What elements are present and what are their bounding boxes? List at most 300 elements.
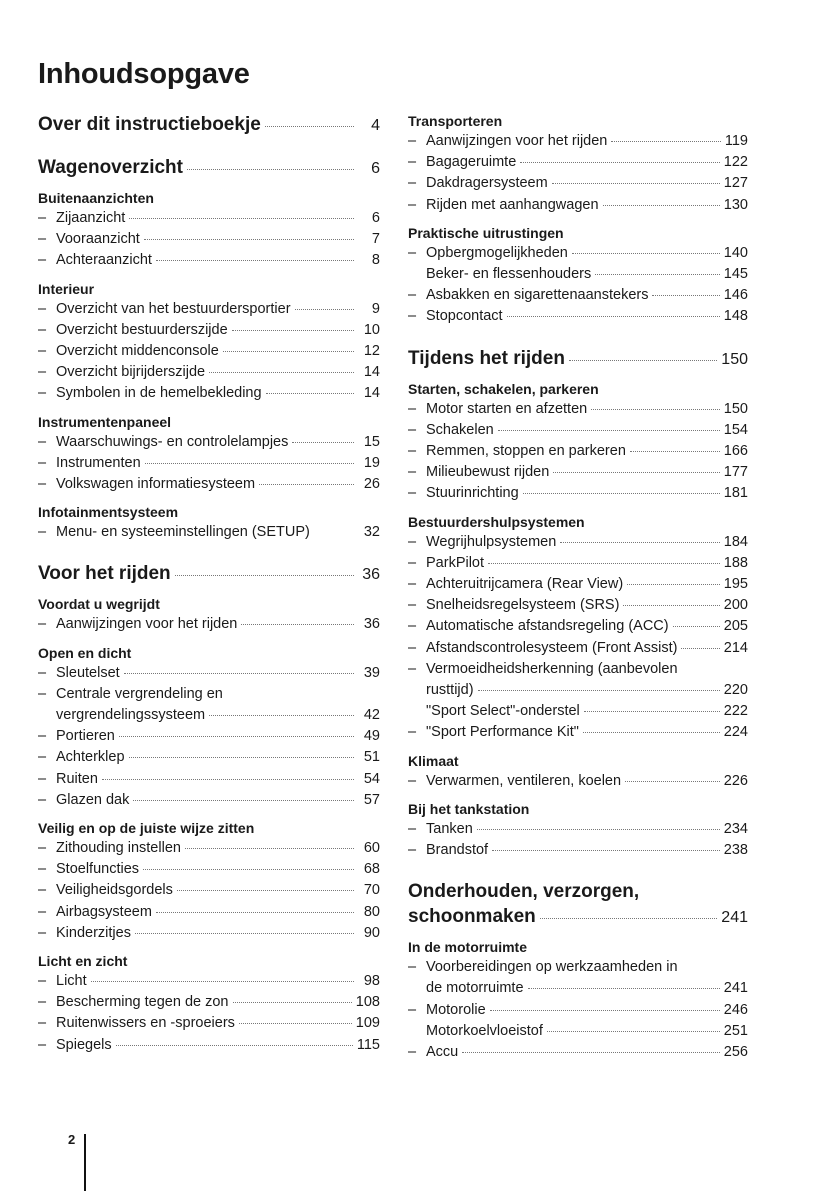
toc-page-number[interactable]: 119 (724, 133, 748, 149)
toc-entry-title: Accu (426, 1044, 459, 1061)
dot-leader (490, 1010, 720, 1011)
toc-page-number[interactable]: 109 (355, 1015, 380, 1032)
toc-entry[interactable] (38, 320, 380, 341)
toc-entry[interactable] (408, 957, 748, 999)
toc-page-number[interactable]: 49 (363, 728, 380, 745)
toc-page-number[interactable]: 200 (723, 597, 748, 614)
dash-marker: – (408, 196, 417, 213)
toc-line (408, 243, 748, 264)
toc-entry[interactable] (38, 902, 380, 923)
toc-entry[interactable] (408, 1021, 748, 1042)
toc-entry[interactable] (408, 616, 748, 637)
toc-line (408, 574, 748, 595)
dash-marker: – (408, 400, 417, 417)
toc-line (38, 880, 380, 901)
toc-line (38, 747, 380, 768)
dot-leader (124, 673, 354, 674)
dash-marker: – (408, 485, 417, 502)
dash-marker: – (408, 597, 417, 614)
toc-page-number[interactable]: 68 (363, 861, 380, 878)
toc-line (408, 957, 748, 978)
dash-marker: – (38, 685, 47, 702)
toc-line (408, 420, 748, 441)
toc-entry-title: Kinderzitjes (56, 924, 131, 941)
dot-leader (209, 715, 354, 716)
toc-page-number[interactable]: 108 (355, 994, 380, 1011)
toc-entry[interactable] (408, 399, 748, 420)
dot-leader (156, 260, 354, 261)
toc-page-number[interactable]: 122 (723, 154, 748, 171)
toc-entry-title: rusttijd) (426, 682, 474, 699)
toc-line (38, 250, 380, 271)
toc-entry[interactable] (408, 1000, 748, 1021)
toc-entry[interactable] (38, 432, 380, 453)
toc-entry-title: Wegrijhulpsystemen (426, 533, 557, 550)
toc-entry-title: Waarschuwings- en controlelampjes (56, 433, 289, 450)
toc-entry[interactable] (408, 441, 748, 462)
toc-section-entry[interactable] (38, 155, 380, 181)
dash-marker: – (408, 154, 417, 171)
toc-entry[interactable] (408, 285, 748, 306)
toc-entry-title: schoonmaken (408, 906, 536, 928)
dot-leader (119, 736, 354, 737)
toc-subsection-heading: Open en dicht (38, 644, 132, 661)
toc-line (408, 771, 748, 792)
toc-entry-title: Wagenoverzicht (38, 157, 183, 178)
dot-leader (292, 442, 354, 443)
toc-entry-title: Bagageruimte (426, 154, 517, 171)
toc-page-number[interactable]: 188 (723, 554, 748, 571)
dot-leader (673, 626, 720, 627)
toc-line (408, 879, 748, 904)
dot-leader (143, 869, 354, 870)
toc-line (408, 616, 748, 637)
toc-entry-title: vergrendelingssysteem (56, 707, 206, 724)
toc-entry[interactable] (408, 306, 748, 327)
toc-line (38, 923, 380, 944)
toc-entry[interactable] (38, 790, 380, 811)
toc-page-number[interactable]: 256 (723, 1044, 748, 1061)
dash-marker: – (408, 576, 417, 593)
dash-marker: – (408, 443, 417, 460)
toc-entry-title: Over dit instructieboekje (38, 114, 261, 135)
toc-entry-title: Spiegels (56, 1036, 112, 1053)
dash-marker: – (38, 791, 47, 808)
toc-page-number[interactable]: 57 (363, 791, 380, 808)
toc-entry-title: Voorbereidingen op werkzaamheden in (426, 959, 678, 976)
toc-entry[interactable] (38, 362, 380, 383)
toc-entry[interactable] (38, 663, 380, 684)
toc-entry-title: Remmen, stoppen en parkeren (426, 443, 626, 460)
dot-leader (507, 316, 720, 317)
toc-entry[interactable] (38, 838, 380, 859)
dot-leader (528, 988, 720, 989)
dash-marker: – (408, 724, 417, 741)
toc-entry[interactable] (38, 474, 380, 495)
dot-leader (241, 624, 354, 625)
dot-leader (547, 1031, 720, 1032)
toc-entry[interactable] (408, 243, 748, 264)
toc-line (38, 320, 380, 341)
toc-line (38, 229, 380, 250)
dash-marker: – (38, 454, 47, 471)
toc-entry[interactable] (38, 208, 380, 229)
toc-subsection-heading: Licht en zicht (38, 953, 128, 970)
dash-marker: – (38, 903, 47, 920)
toc-page-number[interactable]: 220 (723, 682, 748, 699)
toc-page-number[interactable]: 241 (721, 909, 748, 927)
toc-entry-title: Motorkoelvloeistof (426, 1022, 543, 1039)
dot-leader (233, 1002, 352, 1003)
toc-entry[interactable] (38, 1013, 380, 1034)
toc-entry-title: Ruitenwissers en -sproeiers (56, 1015, 235, 1032)
toc-entry[interactable] (38, 923, 380, 944)
toc-page-number[interactable]: 226 (723, 772, 748, 789)
dot-leader (560, 542, 720, 543)
dot-leader (540, 918, 718, 919)
toc-section-entry[interactable] (408, 879, 748, 930)
toc-line (38, 769, 380, 790)
toc-entry[interactable] (38, 614, 380, 635)
toc-entry-title: Automatische afstandsregeling (ACC) (426, 618, 669, 635)
toc-entry-title: Aanwijzingen voor het rijden (426, 133, 608, 149)
toc-entry[interactable] (408, 462, 748, 483)
toc-entry[interactable] (408, 152, 748, 173)
toc-entry-title: Asbakken en sigarettenaanstekers (426, 287, 649, 304)
toc-entry[interactable] (408, 1042, 748, 1063)
dash-marker: – (38, 433, 47, 450)
toc-entry[interactable] (38, 880, 380, 901)
toc-entry[interactable] (38, 971, 380, 992)
toc-entry[interactable] (408, 819, 748, 840)
dash-marker: – (38, 300, 47, 317)
toc-entry[interactable] (38, 229, 380, 250)
toc-line (38, 684, 380, 705)
toc-page-number[interactable]: 154 (723, 421, 748, 438)
toc-entry[interactable] (408, 420, 748, 441)
toc-line (38, 971, 380, 992)
toc-entry-title: Centrale vergrendeling en (56, 685, 223, 702)
toc-page-number[interactable]: 12 (363, 343, 380, 360)
toc-page-number[interactable]: 19 (363, 454, 380, 471)
toc-subsection-heading: Veilig en op de juiste wijze zitten (38, 820, 255, 837)
toc-entry-title: Menu- en systeeminstellingen (SETUP) (56, 524, 310, 541)
toc-page-number[interactable]: 181 (723, 485, 748, 502)
dot-leader (116, 1045, 353, 1046)
toc-entry[interactable] (38, 1035, 380, 1056)
toc-line (38, 155, 380, 181)
toc-entry[interactable] (38, 747, 380, 768)
toc-entry-title: Motorolie (426, 1001, 486, 1018)
dash-marker: – (408, 175, 417, 192)
toc-page-number[interactable]: 39 (363, 664, 380, 681)
dot-leader (295, 309, 354, 310)
toc-page-number[interactable]: 14 (363, 385, 380, 402)
toc-entry[interactable] (38, 726, 380, 747)
dot-leader (595, 274, 720, 275)
toc-line (408, 904, 748, 930)
dot-leader (552, 183, 720, 184)
toc-entry[interactable] (408, 173, 748, 194)
dash-marker: – (38, 343, 47, 360)
toc-page-number[interactable]: 10 (363, 321, 380, 338)
toc-page-number[interactable]: 238 (723, 842, 748, 859)
toc-line (38, 614, 380, 635)
toc-entry-title: Veiligheidsgordels (56, 882, 173, 899)
toc-line (38, 341, 380, 362)
toc-entry[interactable] (408, 574, 748, 595)
toc-entry[interactable] (38, 859, 380, 880)
toc-entry[interactable] (408, 771, 748, 792)
dot-leader (572, 253, 720, 254)
page-number: 2 (68, 1132, 76, 1147)
toc-line (408, 532, 748, 553)
dash-marker: – (408, 533, 417, 550)
toc-entry[interactable] (38, 769, 380, 790)
toc-page-number[interactable]: 224 (723, 724, 748, 741)
toc-entry-title: Voor het rijden (38, 563, 171, 585)
toc-page-number[interactable]: 166 (723, 443, 748, 460)
toc-line (38, 362, 380, 383)
toc-line (38, 474, 380, 495)
toc-right-column (408, 111, 748, 1063)
dash-marker: – (38, 664, 47, 681)
toc-entry-title: Glazen dak (56, 791, 130, 808)
dash-marker: – (38, 252, 47, 269)
toc-page-number[interactable]: 234 (723, 820, 748, 837)
toc-entry[interactable] (408, 595, 748, 616)
dot-leader (520, 162, 720, 163)
dash-marker: – (38, 749, 47, 766)
toc-page-number[interactable]: 60 (363, 840, 380, 857)
dot-leader (681, 648, 719, 649)
toc-entry-title: Vermoeidheidsherkenning (aanbevolen (426, 660, 678, 677)
toc-entry[interactable] (38, 299, 380, 320)
toc-page-number[interactable]: 150 (721, 350, 748, 368)
toc-line (408, 399, 748, 420)
toc-left-column (38, 112, 380, 1056)
dot-leader (492, 850, 720, 851)
dash-marker: – (38, 840, 47, 857)
dash-marker: – (38, 231, 47, 248)
toc-entry-title: Zijaanzicht (56, 210, 126, 226)
toc-page-number[interactable]: 32 (363, 524, 380, 541)
dot-leader (625, 781, 720, 782)
toc-entry-title: Tijdens het rijden (408, 347, 565, 369)
toc-page-number[interactable]: 222 (723, 703, 748, 720)
toc-line (38, 208, 380, 229)
dash-marker: – (408, 308, 417, 325)
toc-subsection-heading: Starten, schakelen, parkeren (408, 380, 599, 397)
toc-entry-title: Dakdragersysteem (426, 175, 548, 192)
toc-entry[interactable] (38, 453, 380, 474)
dot-leader (156, 912, 354, 913)
toc-page-number[interactable]: 80 (363, 903, 380, 920)
dot-leader (223, 351, 354, 352)
toc-line (38, 1013, 380, 1034)
toc-page-number[interactable]: 140 (723, 244, 748, 261)
dot-leader (135, 933, 354, 934)
toc-line (38, 383, 380, 404)
dot-leader (259, 484, 354, 485)
toc-entry-title: de motorruimte (426, 980, 524, 997)
dot-leader (266, 393, 354, 394)
toc-entry-title: Milieubewust rijden (426, 464, 550, 481)
toc-entry-title: Vooraanzicht (56, 231, 140, 248)
dash-marker: – (408, 959, 417, 976)
toc-page-number[interactable]: 214 (723, 639, 748, 656)
dash-marker: – (408, 287, 417, 304)
toc-entry-title: Sleutelset (56, 664, 120, 681)
toc-page-number[interactable]: 54 (363, 770, 380, 787)
dash-marker: – (408, 772, 417, 789)
toc-entry-title: Zithouding instellen (56, 840, 181, 857)
dot-leader (129, 218, 354, 219)
toc-entry-title: Schakelen (426, 421, 494, 438)
toc-page-number[interactable]: 70 (363, 882, 380, 899)
toc-page-number[interactable]: 246 (723, 1001, 748, 1018)
toc-page-number[interactable]: 145 (723, 266, 748, 283)
dash-marker: – (408, 820, 417, 837)
toc-line (38, 663, 380, 684)
toc-entry[interactable] (408, 483, 748, 504)
toc-page-number[interactable]: 6 (371, 210, 380, 226)
dash-marker: – (38, 1036, 47, 1053)
toc-entry[interactable] (408, 195, 748, 216)
dash-marker: – (38, 321, 47, 338)
toc-page-number[interactable]: 51 (363, 749, 380, 766)
dot-leader (477, 829, 720, 830)
toc-line (38, 432, 380, 453)
dot-leader (185, 848, 354, 849)
toc-line (38, 299, 380, 320)
dot-leader (187, 169, 354, 170)
dot-leader (239, 1023, 352, 1024)
toc-line (38, 1035, 380, 1056)
toc-page-number[interactable]: 241 (723, 980, 748, 997)
toc-page-number[interactable]: 115 (356, 1036, 380, 1053)
dot-leader (569, 360, 717, 361)
toc-entry-title: Onderhouden, verzorgen, (408, 881, 640, 903)
dot-leader (91, 981, 354, 982)
toc-line (38, 453, 380, 474)
toc-line (408, 173, 748, 194)
toc-line (408, 1042, 748, 1063)
dash-marker: – (38, 861, 47, 878)
toc-line (38, 705, 380, 726)
toc-page-number[interactable]: 177 (723, 464, 748, 481)
toc-entry[interactable] (408, 131, 748, 152)
toc-page-number[interactable]: 205 (723, 618, 748, 635)
dot-leader (462, 1052, 720, 1053)
toc-page-number[interactable]: 42 (363, 707, 380, 724)
toc-entry[interactable] (408, 840, 748, 861)
dot-leader (478, 690, 720, 691)
toc-line (408, 195, 748, 216)
toc-page-number[interactable]: 184 (723, 533, 748, 550)
toc-line (38, 112, 380, 138)
toc-entry-title: Tanken (426, 820, 473, 837)
toc-page-number[interactable]: 36 (362, 566, 380, 584)
toc-entry-title: Opbergmogelijkheden (426, 244, 568, 261)
toc-section-entry[interactable] (38, 561, 380, 587)
toc-page-number[interactable]: 195 (723, 576, 748, 593)
toc-entry-title: Overzicht van het bestuurdersportier (56, 300, 291, 317)
toc-entry-title: Achteruitrijcamera (Rear View) (426, 576, 624, 593)
toc-line (408, 264, 748, 285)
dot-leader (523, 493, 720, 494)
toc-entry[interactable] (38, 250, 380, 271)
dot-leader (175, 575, 354, 576)
toc-page-number[interactable]: 15 (363, 433, 380, 450)
toc-page-number[interactable]: 127 (723, 175, 748, 192)
toc-page-number[interactable]: 90 (363, 924, 380, 941)
toc-entry[interactable] (408, 532, 748, 553)
toc-section-entry[interactable] (38, 112, 380, 138)
dash-marker: – (38, 882, 47, 899)
toc-page-number[interactable]: 8 (371, 252, 380, 269)
toc-entry[interactable] (38, 383, 380, 404)
toc-entry[interactable] (38, 341, 380, 362)
toc-entry-title: Beker- en flessenhouders (426, 266, 592, 283)
toc-page-number[interactable]: 150 (723, 400, 748, 417)
toc-entry[interactable] (38, 522, 380, 543)
toc-page-number[interactable]: 7 (371, 231, 380, 248)
toc-page-number[interactable]: 6 (371, 160, 380, 177)
toc-entry[interactable] (408, 553, 748, 574)
toc-page-number[interactable]: 36 (363, 616, 380, 633)
toc-entry-title: "Sport Performance Kit" (426, 724, 579, 741)
dash-marker: – (38, 476, 47, 493)
toc-page-number[interactable]: 251 (723, 1022, 748, 1039)
toc-entry-title: Overzicht middenconsole (56, 343, 219, 360)
toc-page-number[interactable]: 146 (723, 287, 748, 304)
dot-leader (630, 451, 720, 452)
toc-entry[interactable] (38, 992, 380, 1013)
toc-entry-title: Ruiten (56, 770, 98, 787)
toc-entry-title: Aanwijzingen voor het rijden (56, 616, 238, 633)
dash-marker: – (38, 364, 47, 381)
toc-line (408, 978, 748, 999)
toc-subsection-heading: Klimaat (408, 752, 459, 769)
toc-subsection-heading: Transporteren (408, 113, 503, 129)
toc-line (408, 819, 748, 840)
toc-entry[interactable] (408, 638, 748, 659)
toc-entry[interactable] (38, 684, 380, 726)
toc-entry[interactable] (408, 722, 748, 743)
toc-page-number[interactable]: 130 (723, 196, 748, 213)
dash-marker: – (408, 842, 417, 859)
toc-page-number[interactable]: 14 (363, 364, 380, 381)
toc-line (408, 462, 748, 483)
dot-leader (652, 295, 719, 296)
toc-line (408, 483, 748, 504)
toc-page-number[interactable]: 98 (363, 973, 380, 990)
toc-entry[interactable] (408, 701, 748, 722)
toc-entry-title: Licht (56, 973, 87, 990)
toc-entry[interactable] (408, 659, 748, 701)
toc-page-number[interactable]: 4 (371, 117, 380, 134)
toc-page-number[interactable]: 148 (723, 308, 748, 325)
toc-page-number[interactable]: 26 (363, 476, 380, 493)
toc-subsection-heading: Bestuurdershulpsystemen (408, 513, 585, 530)
toc-section-entry[interactable] (408, 346, 748, 372)
toc-page-number[interactable]: 9 (371, 300, 380, 317)
toc-line (38, 902, 380, 923)
toc-entry[interactable] (408, 264, 748, 285)
toc-subsection-heading: Infotainmentsysteem (38, 504, 179, 521)
dot-leader (144, 239, 354, 240)
